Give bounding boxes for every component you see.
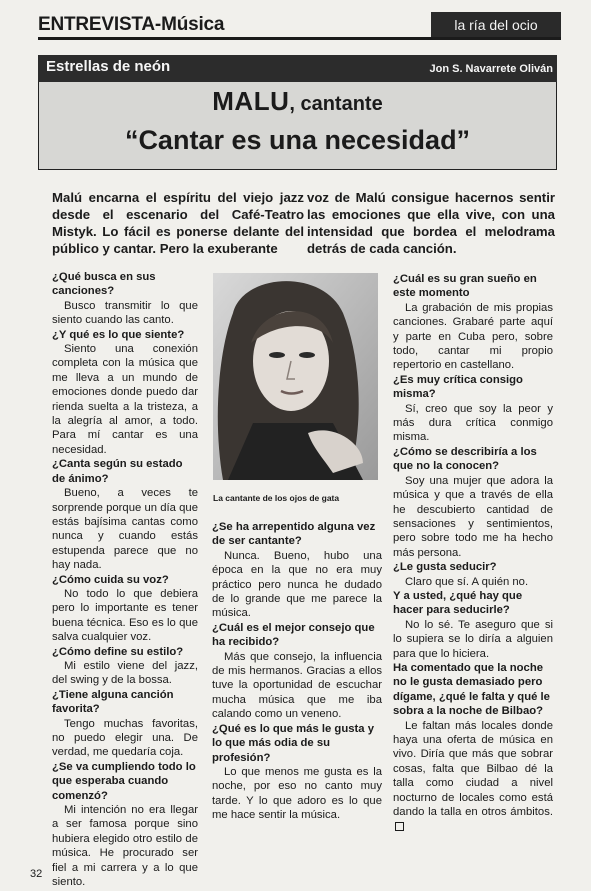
- interview-answer: No lo sé. Te aseguro que si lo supiera se lo diría a alguien para que lo hiciera.: [393, 618, 553, 660]
- section-tab: la ría del ocio: [431, 12, 561, 37]
- interview-answer: La grabación de mis propias canciones. Grabaré parte aquí y parte en Cuba pero, sobre todo, cantar mi propio repertorio en castellano.: [393, 301, 553, 372]
- interview-question: ¿Cómo cuida su voz?: [52, 573, 169, 586]
- interview-answer: Siento una conexión completa con la música que me lleva a un mundo de emociones donde puedo dar rienda suelta a la tristeza, a la alegría al amor, a todo. Para mí cantar es una necesidad.: [52, 343, 198, 456]
- interview-question: ¿Se va cumpliendo todo lo que esperaba cuando comenzó?: [52, 760, 196, 802]
- header-rule: [38, 37, 561, 40]
- interview-question: Ha comentado que la noche no le gusta demasiado pero dígame, ¿qué le falta y qué le sobra a la noche de Bilbao?: [393, 661, 550, 718]
- end-of-article-mark: [395, 822, 404, 831]
- interview-answer: Soy una mujer que adora la música y que a través de ella he descubierto cantidad de sensaciones y sentimientos, pero sobre todo me ha hecho más persona.: [393, 474, 553, 559]
- interview-answer: Claro que sí. A quién no.: [405, 575, 529, 588]
- interview-question: ¿Qué busca en sus canciones?: [52, 271, 156, 298]
- column-2: [212, 520, 382, 823]
- interview-question: ¿Se ha arrepentido alguna vez de ser cantante?: [212, 521, 376, 548]
- interview-question: ¿Tiene alguna canción favorita?: [52, 688, 174, 716]
- lead-paragraph-left: Malú encarna el espíritu del viejo jazz desde el escenario del Café-Teatro Mistyk. Lo fácil es ponerse delante del público y cantar. Pero la exuberante: [52, 190, 304, 256]
- portrait-image: [213, 273, 378, 480]
- headline-role: , cantante: [289, 93, 383, 115]
- interview-question: ¿Cuál es el mejor consejo que ha recibido?: [212, 621, 375, 649]
- quote-title: “Cantar es una necesidad”: [124, 125, 471, 155]
- portrait-photo: [213, 273, 378, 480]
- headline-name: MALU: [212, 86, 290, 116]
- column-3: [393, 272, 553, 834]
- interview-answer: Le faltan más locales donde haya una oferta de música en vivo. Diría que más que sobrar cosas, falta que Bilbao dé la talla como ciudad a nivel nocturno de locales como está dando la talla en otros ámbitos.: [393, 719, 553, 834]
- interview-answer: Mi estilo viene del jazz, del swing y de la bossa.: [52, 659, 198, 687]
- page-number: 32: [30, 868, 43, 880]
- interview-answer: Nunca. Bueno, hubo una época en la que no era muy práctico pero nunca he dudado de lo grande que me parece la música.: [212, 549, 382, 620]
- photo-caption: La cantante de los ojos de gata: [213, 493, 340, 503]
- interview-question: ¿Cómo define su estilo?: [52, 645, 184, 658]
- byline: Jon S. Navarrete Oliván: [429, 63, 553, 75]
- interview-question: ¿Le gusta seducir?: [393, 561, 497, 574]
- interview-answer: Tengo muchas favoritas, no puedo elegir una. De verdad, me quedaría coja.: [52, 717, 198, 759]
- interview-question: ¿Qué es lo que más le gusta y lo que más odia de su profesión?: [212, 722, 374, 764]
- interview-answer: No todo lo que debiera pero lo importante es tener buena técnica. Eso es lo que salva cualquier voz.: [52, 587, 198, 644]
- interview-answer: Lo que menos me gusta es la noche, por eso no canto muy tarde. Y lo que adoro es lo que me hace sentir la música.: [212, 765, 382, 822]
- headline: [38, 86, 557, 117]
- interview-question: ¿Cómo se describiría a los que no la conocen?: [393, 445, 537, 473]
- lead-paragraph-right: voz de Malú consigue hacernos sentir las emociones que ella vive, con una intensidad que bordea el melodrama detrás de cada canción.: [307, 190, 555, 256]
- interview-answer: Más que consejo, la influencia de mis hermanos. Gracias a ellos tuve la oportunidad de escuchar mucha música que me iba calando como un veneno.: [212, 650, 382, 721]
- column-1: [52, 270, 198, 889]
- interview-question: ¿Canta según su estado de ánimo?: [52, 458, 183, 485]
- interview-answer: Sí, creo que soy la peor y más dura crítica conmigo misma.: [393, 402, 553, 444]
- interview-question: ¿Es muy crítica consigo misma?: [393, 373, 523, 401]
- section-label: ENTREVISTA-Música: [38, 14, 225, 35]
- interview-question: Y a usted, ¿qué hay que hacer para seducirle?: [393, 589, 523, 617]
- series-name: Estrellas de neón: [46, 58, 171, 75]
- interview-answer: Busco transmitir lo que siento cuando las canto.: [52, 299, 198, 327]
- interview-question: ¿Y qué es lo que siente?: [52, 328, 185, 341]
- interview-answer: Mi intención no era llegar a ser famosa porque sino hubiera elegido otro estilo de música. He procurado ser fiel a mi carrera y a lo que siento.: [52, 804, 198, 889]
- interview-question: ¿Cuál es su gran sueño en este momento: [393, 273, 537, 300]
- interview-answer: Bueno, a veces te sorprende porque un día que estás bajísima cantas como nunca y cuando estás estupenda parece que no hay nada.: [52, 487, 198, 572]
